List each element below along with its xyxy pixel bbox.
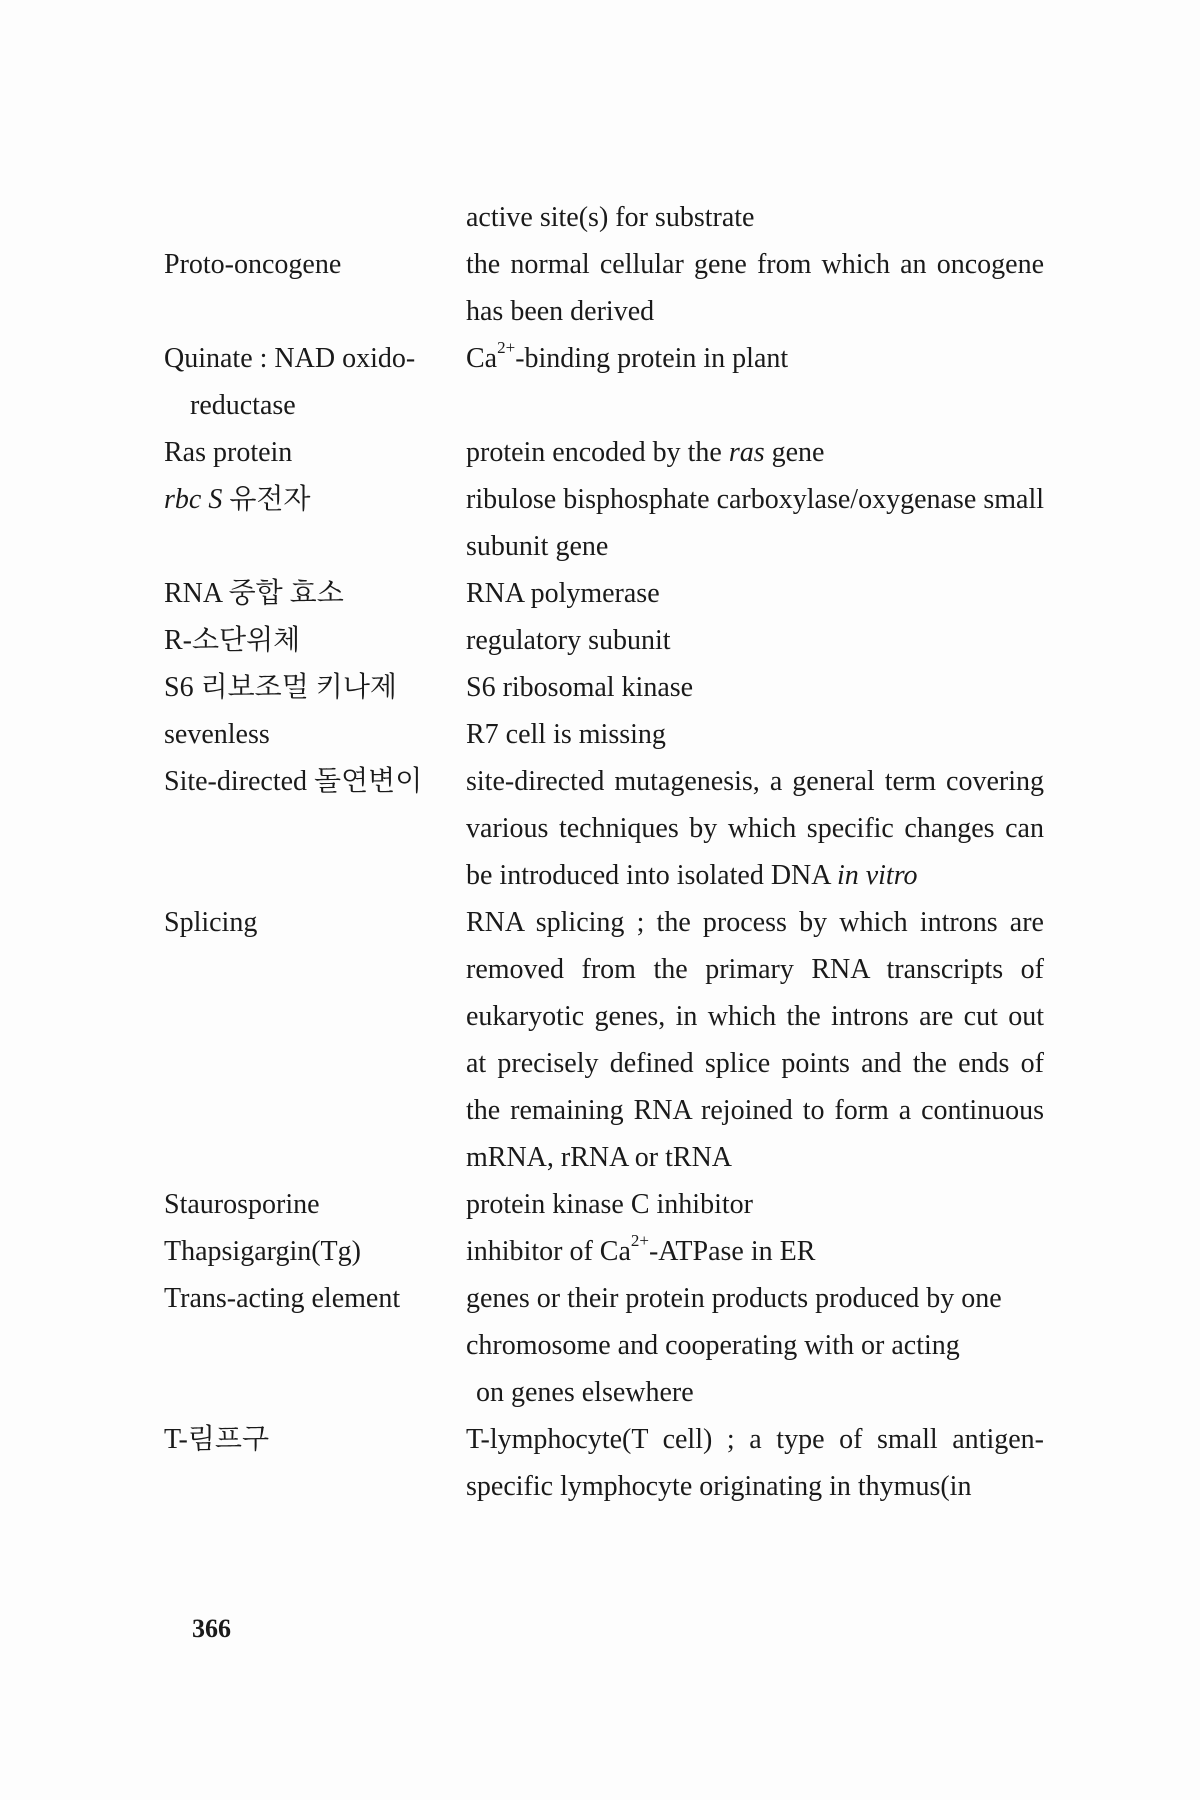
definition-text: inhibitor of Ca <box>466 1236 631 1267</box>
glossary-entry <box>164 1416 1044 1510</box>
glossary-list <box>164 194 1044 1510</box>
glossary-definition: protein kinase C inhibitor <box>466 1189 753 1220</box>
glossary-term: sevenless <box>164 719 270 750</box>
glossary-entry <box>164 758 1044 899</box>
glossary-entry <box>164 335 1044 429</box>
glossary-definition: S6 ribosomal kinase <box>466 672 694 703</box>
glossary-term: S6 리보조멀 키나제 <box>164 672 397 703</box>
glossary-entry <box>164 617 1044 664</box>
glossary-term: Thapsigargin(Tg) <box>164 1236 361 1267</box>
glossary-entry <box>164 1275 1044 1416</box>
glossary-term: Site-directed 돌연변이 <box>164 766 423 797</box>
superscript-charge: 2+ <box>497 338 516 357</box>
glossary-term: Ras protein <box>164 437 293 468</box>
glossary-term-continuation: reductase <box>190 390 296 421</box>
glossary-entry <box>164 194 1044 241</box>
glossary-entry <box>164 241 1044 335</box>
glossary-entry <box>164 1181 1044 1228</box>
glossary-term: Proto-oncogene <box>164 249 342 280</box>
glossary-term: Splicing <box>164 907 258 938</box>
glossary-term: RNA 중합 효소 <box>164 578 344 609</box>
glossary-entry <box>164 1228 1044 1275</box>
definition-text: on genes elsewhere <box>476 1377 694 1408</box>
glossary-definition: R7 cell is missing <box>466 719 666 750</box>
glossary-term: T-림프구 <box>164 1424 270 1455</box>
definition-italic: ras <box>728 437 765 468</box>
glossary-definition: T-lymphocyte(T cell) ; a type of small antigen-specific lymphocyte originating in thymus(in <box>466 1424 1044 1502</box>
glossary-entry <box>164 476 1044 570</box>
glossary-definition: the normal cellular gene from which an oncogene has been derived <box>466 249 1044 327</box>
glossary-entry <box>164 570 1044 617</box>
definition-text: genes or their protein products produced by one chromosome and cooperating with or acting <box>466 1283 1002 1361</box>
glossary-entry <box>164 899 1044 1181</box>
glossary-entry <box>164 664 1044 711</box>
term-italic: rbc S <box>164 484 223 515</box>
glossary-term: Staurosporine <box>164 1189 320 1220</box>
term-text: 유전자 <box>222 484 311 515</box>
glossary-term <box>164 335 466 429</box>
glossary-definition: RNA splicing ; the process by which introns are removed from the primary RNA transcripts of eukaryotic genes, in which the introns are cut out at precisely defined splice points and the ends of the remaining RNA rejoined to form a continuous mRNA, rRNA or tRNA <box>466 907 1044 1173</box>
superscript-charge: 2+ <box>630 1231 649 1250</box>
glossary-definition: ribulose bisphosphate carboxylase/oxygenase small subunit gene <box>466 484 1044 562</box>
definition-text: protein encoded by the <box>466 437 729 468</box>
glossary-definition: active site(s) for substrate <box>466 202 755 233</box>
glossary-definition <box>466 1228 1044 1275</box>
definition-text: Ca <box>466 343 498 374</box>
glossary-term <box>164 476 466 523</box>
glossary-entry <box>164 711 1044 758</box>
definition-text: -binding protein in plant <box>515 343 789 374</box>
glossary-term-line: Quinate : NAD oxido- <box>164 343 416 374</box>
page-number: 366 <box>192 1614 231 1643</box>
definition-italic: in vitro <box>836 860 918 891</box>
glossary-term: R-소단위체 <box>164 625 301 656</box>
glossary-definition <box>466 429 1044 476</box>
definition-text: gene <box>764 437 825 468</box>
glossary-term: Trans-acting element <box>164 1283 401 1314</box>
glossary-definition <box>466 758 1044 899</box>
glossary-definition: RNA polymerase <box>466 578 660 609</box>
definition-text: site-directed mutagenesis, a general term covering various techniques by which specific changes can be introduced into isolated DNA <box>466 766 1044 891</box>
glossary-definition: regulatory subunit <box>466 625 671 656</box>
glossary-definition <box>466 1275 1044 1416</box>
definition-text: -ATPase in ER <box>648 1236 816 1267</box>
glossary-definition <box>466 335 1044 382</box>
glossary-entry <box>164 429 1044 476</box>
